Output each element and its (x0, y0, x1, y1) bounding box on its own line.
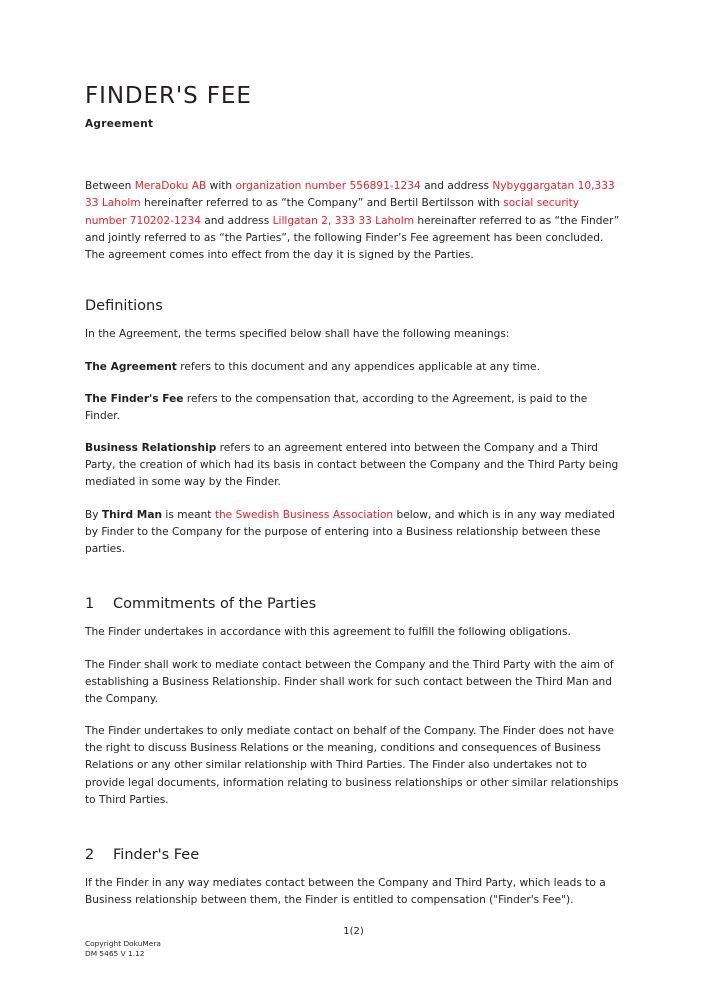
intro-seg-5: and address (200, 214, 273, 227)
definitions-lead-in: In the Agreement, the terms specified below shall have the following meanings: (85, 328, 510, 341)
intro-seg-3: and address (420, 180, 493, 193)
intro-company-name: MeraDoku AB (134, 180, 207, 193)
intro-seg-2: with (206, 180, 236, 193)
intro-paragraph (85, 178, 622, 264)
third-man-pre: By (85, 508, 102, 521)
section-title-2: Finder's Fee (113, 846, 200, 863)
third-man-mid: is meant (162, 508, 215, 521)
definition-term: Business Relationship (85, 442, 217, 455)
section-heading-1 (85, 596, 622, 613)
section-heading-2 (85, 847, 622, 864)
definition-text: refers to an agreement entered into between the Company and a Third Party, the creation of which had its basis in contact between the Company and the Third Party being mediated in some way by the Finder. (85, 442, 619, 489)
definition-item (85, 359, 622, 376)
section-1-paragraph: The Finder shall work to mediate contact between the Company and the Third Party with the aim of establishing a Business Relationship. Finder shall work for such contact between the Third Man and the Company. (85, 658, 614, 705)
document-footer (85, 939, 622, 960)
third-man-term: Third Man (101, 508, 163, 521)
intro-org-number: organization number 556891-1234 (235, 180, 421, 193)
third-man-post: below, and which is in any way mediated by Finder to the Company for the purpose of entering into a Business relationship between these parties. (85, 508, 615, 555)
intro-seg-6: hereinafter referred to as “the Finder” and jointly referred to as “the Parties”, the following Finder’s Fee agreement has been concluded. The agreement comes into effect from the day it is signed by the Parties. (85, 214, 620, 261)
footer-copyright: Copyright DokuMera (85, 938, 161, 948)
intro-seg-1: Between (85, 180, 135, 193)
document-content (85, 84, 622, 910)
definition-text: refers to the compensation that, according to the Agreement, is paid to the Finder. (85, 392, 588, 422)
intro-social-security-number: social security number 710202-1234 (85, 197, 580, 227)
definition-item (85, 391, 622, 425)
section-number-1: 1 (85, 596, 95, 613)
page-number: 1(2) (343, 926, 364, 937)
section-number-2: 2 (85, 846, 95, 863)
section-2-paragraph: If the Finder in any way mediates contact between the Company and Third Party, which leads to a Business relationship between them, the Finder is entitled to compensation ("Finder's Fee"). (85, 877, 606, 907)
definition-term: The Finder's Fee (85, 392, 184, 405)
definition-term: The Agreement (85, 360, 177, 373)
third-man-association: the Swedish Business Association (214, 508, 394, 521)
footer-document-code: DM 5465 V 1.12 (85, 949, 145, 959)
intro-company-address: Nybyggargatan 10,333 33 Laholm (85, 180, 615, 210)
section-1-paragraph: The Finder undertakes in accordance with this agreement to fulfill the following obligations. (85, 626, 571, 639)
intro-finder-address: Lillgatan 2, 333 33 Laholm (272, 214, 415, 227)
section-1-paragraph: The Finder undertakes to only mediate contact on behalf of the Company. The Finder does not have the right to discuss Business Relations or the meaning, conditions and consequences of Business Relations or any other similar relationship with Third Parties. The Finder also undertakes not to provide legal documents, information relating to business relationships or other similar relationships to Third Parties. (85, 725, 619, 806)
page-title: FINDER'S FEE (85, 83, 252, 109)
definition-text: refers to this document and any appendices applicable at any time. (176, 360, 540, 373)
intro-seg-4: hereinafter referred to as “the Company” and Bertil Bertilsson with (140, 197, 504, 210)
definition-item (85, 440, 622, 491)
definitions-heading: Definitions (85, 298, 163, 315)
section-title-1: Commitments of the Parties (113, 596, 317, 613)
document-subtitle: Agreement (85, 118, 154, 131)
definition-third-man (85, 507, 622, 558)
